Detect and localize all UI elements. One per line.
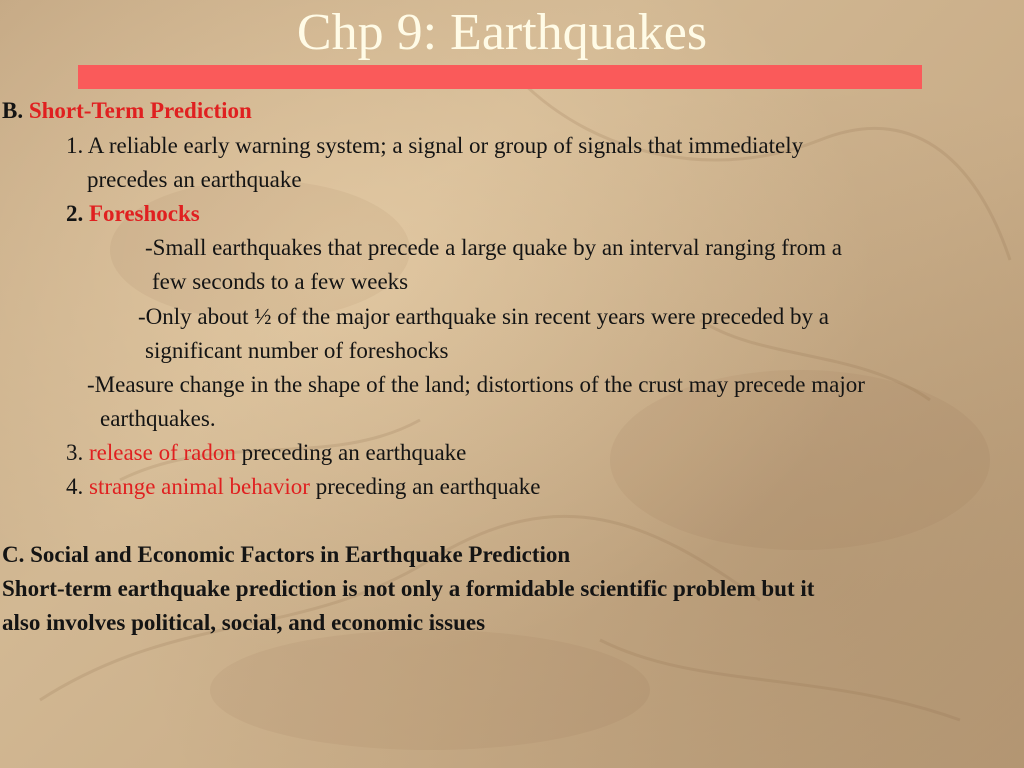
item-3-number: 3. xyxy=(66,440,84,465)
item-2-number: 2. xyxy=(66,201,84,226)
item-1-line-1: 1. A reliable early warning system; a signal or group of signals that immediately xyxy=(66,133,804,158)
bullet-3-line-1: -Measure change in the shape of the land; distortions of the crust may precede major xyxy=(87,372,865,397)
item-4 xyxy=(66,472,541,502)
bullet-2-line-2: significant number of foreshocks xyxy=(145,338,449,363)
item-1-line-2: precedes an earthquake xyxy=(87,167,302,192)
release-of-radon-highlight: release of radon xyxy=(89,440,236,465)
strange-animal-behavior-highlight: strange animal behavior xyxy=(89,474,310,499)
item-3-text: preceding an earthquake xyxy=(241,440,467,465)
bullet-2-line-1: -Only about ½ of the major earthquake sin recent years were preceded by a xyxy=(138,304,829,329)
short-term-prediction-heading: Short-Term Prediction xyxy=(28,98,252,123)
item-2-heading xyxy=(66,199,200,229)
title-accent-bar xyxy=(78,65,922,89)
item-4-number: 4. xyxy=(66,474,84,499)
foreshocks-heading: Foreshocks xyxy=(89,201,200,226)
section-b-label: B. xyxy=(2,98,24,123)
bullet-3-line-2: earthquakes. xyxy=(100,406,216,431)
section-b-heading xyxy=(2,96,252,126)
slide-title: Chp 9: Earthquakes xyxy=(296,4,708,61)
bullet-1-line-1: -Small earthquakes that precede a large quake by an interval ranging from a xyxy=(145,235,842,260)
section-c-heading: C. Social and Economic Factors in Earthquake Prediction xyxy=(2,542,571,567)
bullet-1-line-2: few seconds to a few weeks xyxy=(152,269,409,294)
section-c-paragraph-line-1: Short-term earthquake prediction is not only a formidable scientific problem but it xyxy=(2,576,815,601)
item-4-text: preceding an earthquake xyxy=(315,474,541,499)
item-3 xyxy=(66,438,466,468)
section-c-paragraph-line-2: also involves political, social, and economic issues xyxy=(2,610,486,635)
